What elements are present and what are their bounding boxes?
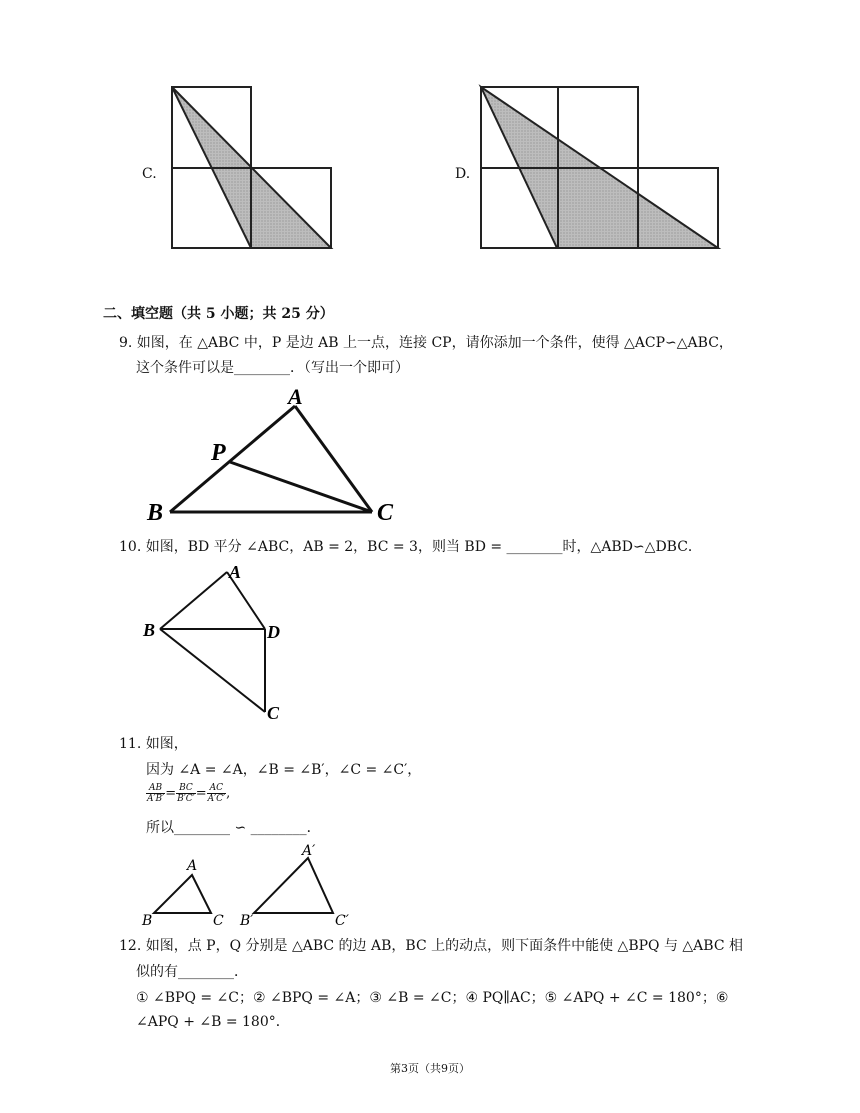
q10-label-c: C bbox=[267, 703, 280, 723]
q11-label-b2: B′ bbox=[240, 913, 254, 929]
q11-label-a2: A′ bbox=[302, 843, 316, 859]
q12-line2: 似的有________． bbox=[136, 964, 248, 980]
q9-label-b: B bbox=[147, 500, 164, 526]
q11-label-a: A bbox=[187, 858, 198, 874]
page-footer: 第3页（共9页） bbox=[390, 1062, 470, 1075]
q11-fraction-3: $\frac{AC}{A'C'}$ bbox=[207, 783, 226, 804]
q11-label-c: C bbox=[213, 913, 224, 929]
q9-line2: 这个条件可以是________．（写出一个即可） bbox=[136, 360, 409, 376]
q9-label-c: C bbox=[377, 500, 394, 526]
q10-label-b: B bbox=[143, 620, 156, 640]
option-c-label: C. bbox=[142, 166, 157, 182]
q12-line1: 12. 如图，点 P，Q 分别是 △ABC 的边 AB，BC 上的动点，则下面条件中能使 △BPQ 与 △ABC 相 bbox=[119, 938, 743, 954]
q11-label-c2: C′ bbox=[335, 913, 349, 929]
q11-line4: 所以________ ∽ ________． bbox=[146, 820, 321, 836]
q9-line1: 9. 如图，在 △ABC 中，P 是边 AB 上一点，连接 CP，请你添加一个条件，使得 △ACP∽△ABC， bbox=[119, 335, 733, 351]
q11-ratio-line: $\frac{AB}{A'B'}$ = $\frac{BC}{B'C'}$ = $\frac{AC}{A'C'}$ , bbox=[147, 783, 231, 804]
q11-fraction-1: $\frac{AB}{A'B'}$ bbox=[147, 783, 165, 804]
q10-label-a: A bbox=[229, 562, 242, 582]
q9-label-a: A bbox=[288, 384, 303, 409]
q9-figure bbox=[140, 384, 410, 529]
q11-label-b: B bbox=[142, 913, 153, 929]
section-heading: 二、填空题（共 5 小题；共 25 分） bbox=[103, 306, 334, 322]
option-d-figure bbox=[476, 82, 726, 257]
option-c-figure bbox=[165, 82, 340, 257]
q11-line1: 11. 如图， bbox=[119, 736, 188, 752]
option-d-label: D. bbox=[455, 166, 471, 182]
q10-figure bbox=[140, 562, 290, 727]
q12-line3: ① ∠BPQ = ∠C；② ∠BPQ = ∠A；③ ∠B = ∠C；④ PQ∥AC；⑤ ∠APQ + ∠C = 180°；⑥ bbox=[136, 990, 729, 1006]
q10-label-d: D bbox=[267, 622, 280, 642]
q10-line1: 10. 如图，BD 平分 ∠ABC，AB = 2，BC = 3，则当 BD = ________时，△ABD∽△DBC． bbox=[119, 539, 702, 555]
q12-line4: ∠APQ + ∠B = 180°． bbox=[136, 1014, 290, 1030]
q11-line2: 因为 ∠A = ∠A，∠B = ∠B′，∠C = ∠C′， bbox=[146, 762, 422, 778]
q11-figure bbox=[140, 843, 360, 933]
q11-fraction-2: $\frac{BC}{B'C'}$ bbox=[177, 783, 195, 804]
q9-label-p: P bbox=[211, 440, 226, 466]
